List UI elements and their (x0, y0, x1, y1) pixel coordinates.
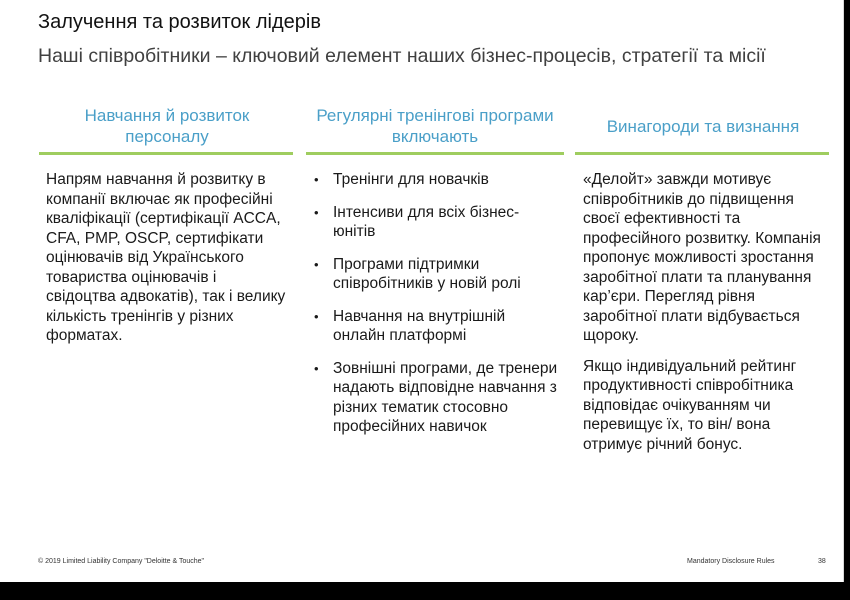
list-item: • Навчання на внутрішній онлайн платформі (314, 307, 506, 344)
bullet-icon: • (314, 172, 319, 187)
bullet-icon: • (314, 256, 319, 272)
list-item: • Інтенсиви для всіх бізнес-юнітів (314, 203, 520, 240)
column-heading-rewards: Винагороди та визнання (606, 116, 800, 136)
program-list (309, 170, 561, 437)
bullet-icon: • (314, 308, 319, 324)
list-item: • Програми підтримки співробітників у новій ролі (314, 255, 521, 292)
bullet-icon: • (314, 360, 319, 376)
column-divider (575, 152, 829, 155)
footer-section: Mandatory Disclosure Rules (687, 558, 775, 565)
paragraph: «Делойт» завжди мотивує співробітників до підвищення своєї ефективності та професійного розвитку. Компанія пропонує можливості зростання заробітної плати та планування кар’єри. Перегляд рівня заробітної плати відбувається щороку. (583, 171, 821, 344)
column-heading-training: Навчання й розвиток персоналу (84, 106, 250, 146)
slide-title: Залучення та розвиток лідерів (38, 11, 321, 33)
column-divider (306, 152, 564, 155)
column-divider (39, 152, 293, 155)
page-number: 38 (818, 558, 826, 565)
column-heading-programs: Регулярні тренінгові програми включають (316, 106, 554, 146)
paragraph: Якщо індивідуальний рейтинг продуктивності співробітника відповідає очікуванням чи перевищує їх, то він/ вона отримує річний бонус. (583, 357, 797, 453)
paragraph: Напрям навчання й розвитку в компанії включає як професійні кваліфікації (сертифікації ACCA, CFA, PMP, OSCP, сертифікати оцінювачів від Українського товариства оцінювачів і свідоцтва адвокатів), так і велику кількість тренінгів у різних форматах. (46, 171, 286, 344)
slide-subtitle: Наші співробітники – ключовий елемент наших бізнес-процесів, стратегії та місії (38, 45, 766, 67)
column-body-training (46, 170, 286, 357)
column-body-programs (309, 170, 561, 450)
footer-copyright: © 2019 Limited Liability Company "Deloitte & Touche" (38, 558, 205, 565)
list-item: • Тренінги для новачків (314, 171, 489, 188)
column-body-rewards (583, 170, 823, 465)
bullet-icon: • (314, 204, 319, 220)
list-item: • Зовнішні програми, де тренери надають відповідне навчання з різних тематик стосовно професійних навичок (314, 359, 558, 435)
